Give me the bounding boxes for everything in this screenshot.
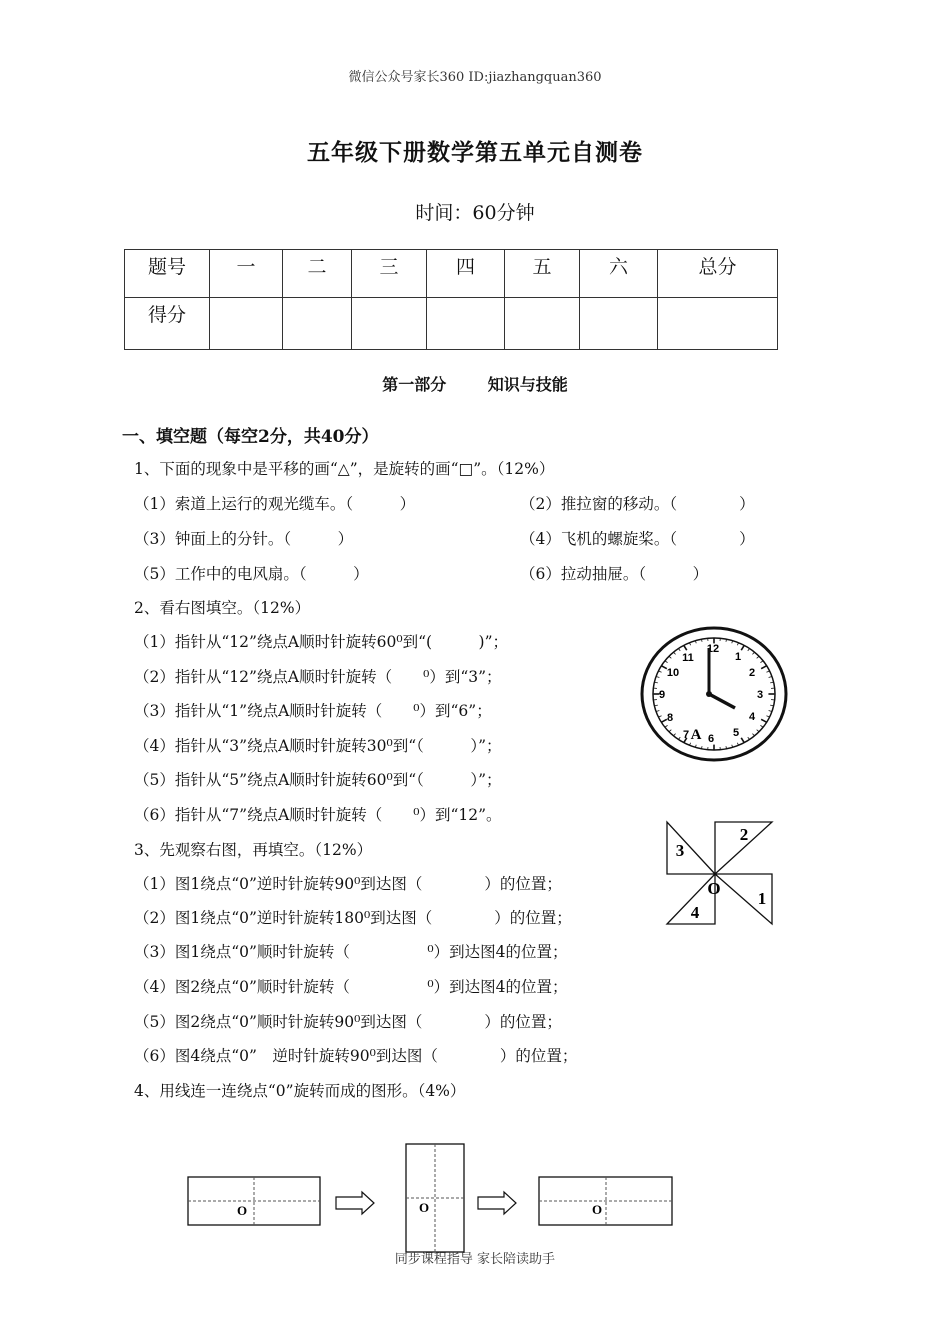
rotation-figures <box>186 1142 676 1254</box>
score-cell[interactable] <box>352 298 427 350</box>
q2-item: （1）指针从“12”绕点A顺时针旋转60⁰到“( )”； <box>134 633 509 651</box>
q2-item: （3）指针从“1”绕点A顺时针旋转（ ⁰）到“6”； <box>134 702 492 720</box>
q3-item: （3）图1绕点“0”顺时针旋转（ ⁰）到达图4的位置； <box>134 943 568 961</box>
rotation-point-label: O <box>418 1200 430 1215</box>
rotation-point-label: O <box>591 1202 603 1217</box>
q3-item: （5）图2绕点“0”顺时针旋转90⁰到达图（ ）的位置； <box>134 1013 562 1031</box>
score-header: 总分 <box>658 250 778 298</box>
clock-tick <box>770 705 773 706</box>
clock-tick <box>669 656 671 658</box>
arrow-1 <box>336 1192 374 1214</box>
clock-tick <box>669 730 671 732</box>
q1-item: （5）工作中的电风扇。（ ） <box>134 565 369 583</box>
arrow-2 <box>478 1192 516 1214</box>
page-footer: 同步课程指导 家长陪读助手 <box>394 1252 556 1267</box>
clock-tick <box>748 737 750 739</box>
clock-tick <box>689 743 690 746</box>
pinwheel-label-1: 1 <box>757 889 767 908</box>
clock-tick <box>761 666 766 669</box>
pinwheel-figure <box>664 820 774 926</box>
clock-tick <box>674 734 676 736</box>
score-row-label: 得分 <box>125 298 210 350</box>
clock-tick <box>665 661 667 663</box>
clock-number: 8 <box>666 712 674 724</box>
score-cell[interactable] <box>505 298 580 350</box>
clock-tick <box>659 716 662 717</box>
clock-tick <box>679 737 681 739</box>
clock-tick <box>657 710 660 711</box>
clock-number: 2 <box>748 667 756 679</box>
clock-number: 3 <box>756 689 764 701</box>
q1-item: （3）钟面上的分针。（ ） <box>134 530 354 548</box>
clock-number: 5 <box>732 727 740 739</box>
pinwheel-label-2: 2 <box>739 825 749 844</box>
time-limit: 时间：60分钟 <box>415 202 535 224</box>
clock-tick <box>655 682 658 683</box>
q1-item: （4）飞机的螺旋桨。（ ） <box>520 530 755 548</box>
clock-center-label: A <box>690 727 702 743</box>
clock-tick <box>766 671 769 672</box>
score-header: 四 <box>427 250 505 298</box>
clock-tick <box>748 649 750 651</box>
part-subtitle: 知识与技能 <box>487 375 568 394</box>
page-title: 五年级下册数学第五单元自测卷 <box>307 139 643 166</box>
section-title: 一、填空题（每空2分，共40分） <box>122 427 379 447</box>
clock-tick <box>766 716 769 717</box>
clock-tick <box>674 652 676 654</box>
rect-figure-1 <box>188 1177 320 1225</box>
q1-item: （1）索道上运行的观光缆车。（ ） <box>134 495 416 513</box>
clock-tick <box>761 719 766 722</box>
clock-tick <box>689 643 690 646</box>
part-name: 第一部分 <box>382 375 447 394</box>
clock-tick <box>737 643 738 646</box>
score-cell[interactable] <box>283 298 352 350</box>
clock-tick <box>769 677 772 678</box>
q2-item: （4）指针从“3”绕点A顺时针旋转30⁰到“（ ）”； <box>134 737 502 755</box>
score-header: 题号 <box>125 250 210 298</box>
q2-stem: 2、看右图填空。（12%） <box>134 599 311 617</box>
rect-figure-3 <box>539 1177 672 1225</box>
clock-tick <box>741 738 744 743</box>
clock-tick <box>657 677 660 678</box>
rect-figure-2 <box>406 1144 464 1252</box>
clock-number: 7 <box>682 729 690 741</box>
q3-item: （1）图1绕点“0”逆时针旋转90⁰到达图（ ）的位置； <box>134 875 562 893</box>
clock-tick <box>769 710 772 711</box>
clock-tick <box>757 730 759 732</box>
q3-item: （2）图1绕点“0”逆时针旋转180⁰到达图（ ）的位置； <box>134 909 572 927</box>
clock-tick <box>752 652 754 654</box>
q2-item: （2）指针从“12”绕点A顺时针旋转（ ⁰）到“3”； <box>134 668 502 686</box>
q4-stem: 4、用线连一连绕点“0”旋转而成的图形。（4%） <box>134 1082 466 1100</box>
clock-tick <box>737 743 738 746</box>
score-cell[interactable] <box>210 298 283 350</box>
part-heading <box>0 372 950 395</box>
clock-tick <box>760 725 762 727</box>
q2-item: （5）指针从“5”绕点A顺时针旋转60⁰到“（ ）”； <box>134 771 502 789</box>
clock-number: 12 <box>706 643 720 655</box>
score-cell[interactable] <box>580 298 658 350</box>
q2-item: （6）指针从“7”绕点A顺时针旋转（ ⁰）到“12”。 <box>134 806 502 824</box>
score-cell[interactable] <box>658 298 778 350</box>
clock-number: 11 <box>682 652 694 664</box>
clock-number: 4 <box>748 711 756 723</box>
clock-tick <box>757 656 759 658</box>
pinwheel-label-3: 3 <box>675 841 685 860</box>
score-cell[interactable] <box>427 298 505 350</box>
clock-tick <box>655 705 658 706</box>
clock-tick <box>760 661 762 663</box>
score-header: 二 <box>283 250 352 298</box>
q3-item: （4）图2绕点“0”顺时针旋转（ ⁰）到达图4的位置； <box>134 978 568 996</box>
q3-item: （6）图4绕点“0” 逆时针旋转90⁰到达图（ ）的位置； <box>134 1047 578 1065</box>
page-header: 微信公众号家长360 ID:jiazhangquan360 <box>348 70 602 85</box>
clock-tick <box>741 645 744 650</box>
clock-number: 9 <box>658 689 666 701</box>
clock-tick <box>770 682 773 683</box>
clock-tick <box>659 671 662 672</box>
clock-tick <box>679 649 681 651</box>
q3-stem: 3、先观察右图，再填空。（12%） <box>134 841 373 859</box>
pinwheel-center-label: O <box>707 879 721 898</box>
clock-figure <box>640 626 792 762</box>
score-table <box>124 249 778 350</box>
pinwheel-label-4: 4 <box>690 903 700 922</box>
clock-number: 1 <box>734 651 742 663</box>
clock-tick <box>752 734 754 736</box>
clock-number: 10 <box>666 667 680 679</box>
clock-tick <box>684 645 687 650</box>
rotation-point-label: O <box>236 1203 248 1218</box>
q1-stem: 1、下面的现象中是平移的画“△”，是旋转的画“□”。（12%） <box>134 460 555 478</box>
q1-item: （2）推拉窗的移动。（ ） <box>520 495 755 513</box>
score-header: 六 <box>580 250 658 298</box>
clock-tick <box>665 725 667 727</box>
score-header: 一 <box>210 250 283 298</box>
clock-number: 6 <box>707 733 715 745</box>
score-header: 五 <box>505 250 580 298</box>
q1-item: （6）拉动抽屉。（ ） <box>520 565 709 583</box>
score-header: 三 <box>352 250 427 298</box>
